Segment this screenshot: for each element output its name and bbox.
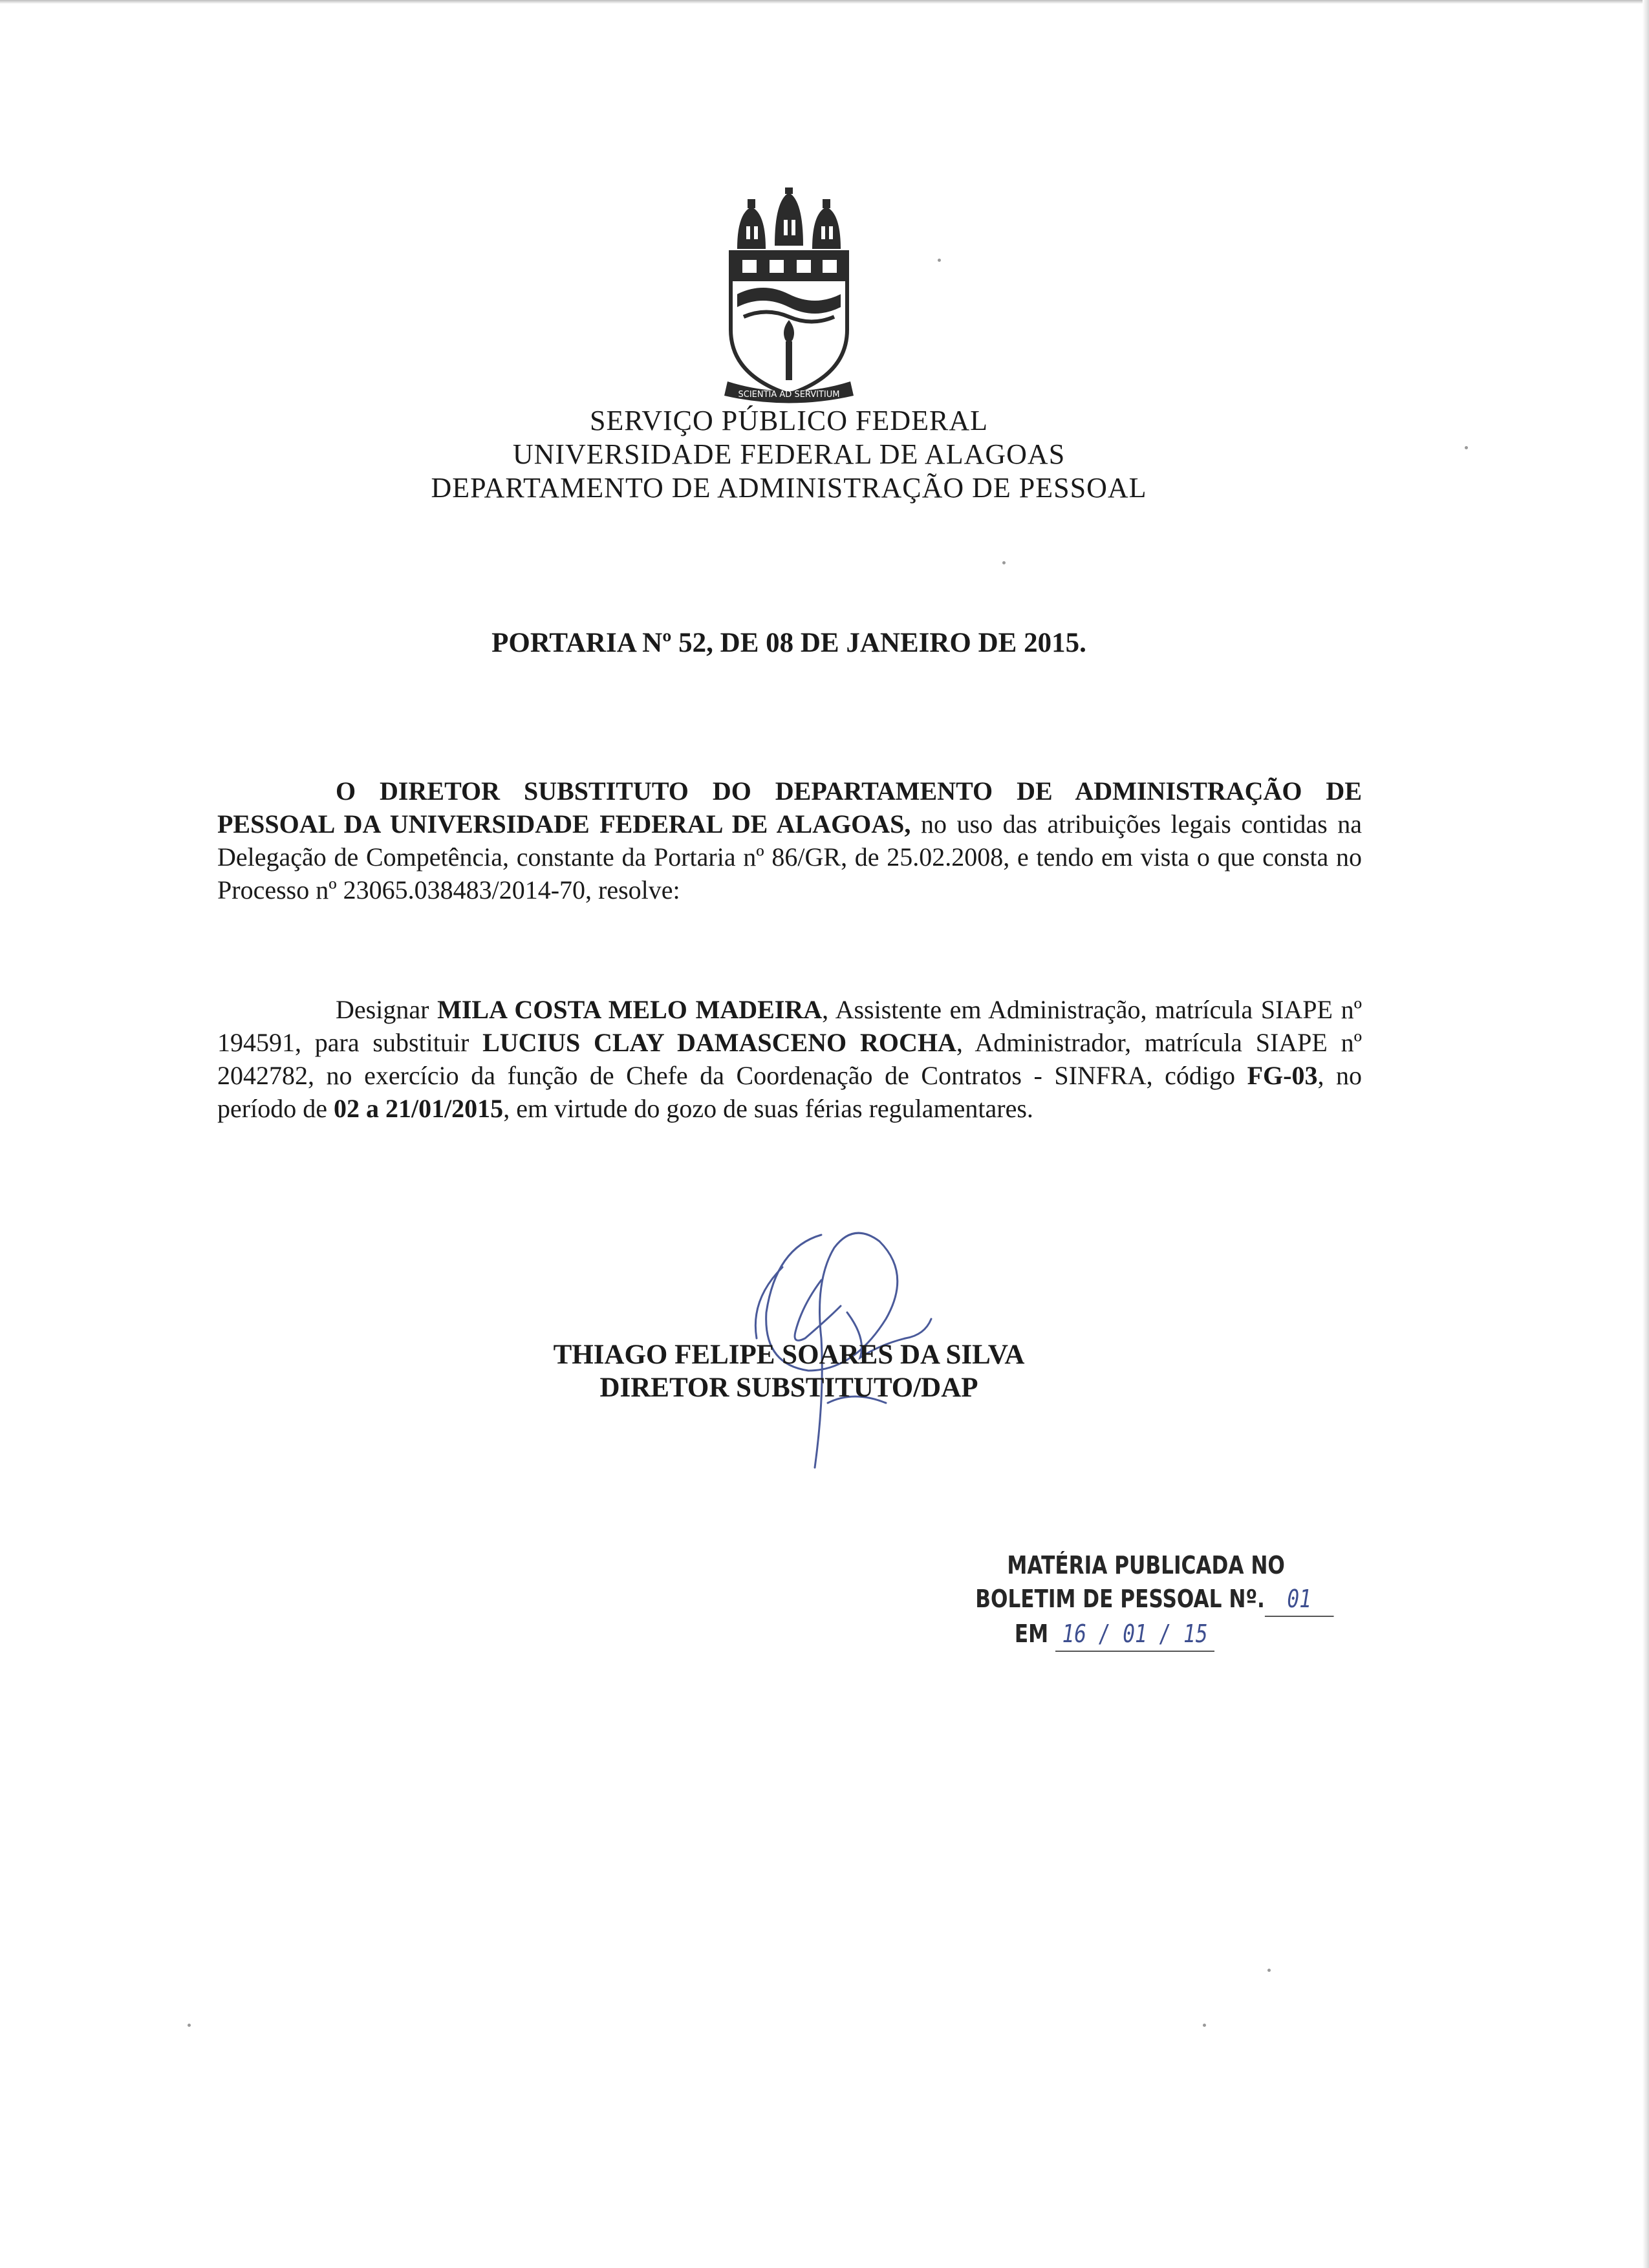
header-line-3: DEPARTAMENTO DE ADMINISTRAÇÃO DE PESSOAL (431, 472, 1147, 504)
designation-text-5: , em virtude do gozo de suas férias regulamentares. (503, 1094, 1033, 1123)
designation-text-2: , Assistente em Administração, matrícula SIAPE nº 194591, para substituir (217, 995, 1362, 1057)
stamp-date: 16 / 01 / 15 (1055, 1617, 1214, 1652)
scan-speck (1267, 1969, 1271, 1972)
portaria-title: PORTARIA Nº 52, DE 08 DE JANEIRO DE 2015. (491, 628, 1086, 658)
header-line-1: SERVIÇO PÚBLICO FEDERAL (590, 405, 988, 436)
substitution-period: 02 a 21/01/2015 (333, 1094, 504, 1123)
stamp-line-1: MATÉRIA PUBLICADA NO (1007, 1551, 1285, 1579)
scan-edge-right (1643, 0, 1649, 2268)
designation-text-1: Designar (336, 995, 438, 1024)
signatory-role: DIRETOR SUBSTITUTO/DAP (599, 1373, 978, 1403)
stamp-bulletin-label: BOLETIM DE PESSOAL Nº. (975, 1585, 1265, 1613)
scan-speck (938, 259, 941, 262)
ufal-crest-icon (724, 187, 854, 407)
stamp-date-label: EM (1014, 1620, 1049, 1648)
designee-name: MILA COSTA MELO MADEIRA (437, 995, 823, 1024)
scan-speck (188, 2024, 191, 2027)
header-line-2: UNIVERSIDADE FEDERAL DE ALAGOAS (512, 438, 1066, 470)
preamble-paragraph (217, 775, 1362, 906)
designation-text-3: , Administrador, matrícula SIAPE nº 2042782, no exercício da função de Chefe da Coordenação de Contratos - SINFRA, código (217, 1028, 1363, 1090)
signature-block (0, 1338, 1578, 1404)
stamp-line-2 (970, 1582, 1311, 1617)
scan-speck (1002, 561, 1006, 564)
designation-paragraph (217, 993, 1362, 1125)
publication-stamp (970, 1548, 1311, 1652)
scan-speck (1465, 446, 1468, 449)
institution-header (0, 404, 1578, 505)
stamp-bulletin-number: 01 (1265, 1582, 1334, 1617)
scan-edge-top (0, 0, 1649, 4)
scan-speck (1203, 2024, 1206, 2027)
preamble-bold-intro: O DIRETOR SUBSTITUTO DO DEPARTAMENTO DE ADMINISTRAÇÃO DE PESSOAL DA UNIVERSIDADE FEDERAL DE ALAGOAS, (217, 776, 1362, 839)
crest-motto: SCIENTIA AD SERVITIUM (738, 390, 840, 400)
stamp-line-3 (970, 1617, 1288, 1652)
preamble-text: no uso das atribuições legais contidas na Delegação de Competência, constante da Portaria nº 86/GR, de 25.02.2008, e tendo em vista o que consta no Processo nº 23065.038483/2014-70, resolve: (217, 809, 1363, 904)
signatory-name: THIAGO FELIPE SOARES DA SILVA (553, 1340, 1025, 1370)
function-code: FG-03 (1247, 1061, 1318, 1090)
substituted-name: LUCIUS CLAY DAMASCENO ROCHA (482, 1028, 956, 1057)
designation-text-4: , no período de (217, 1061, 1362, 1123)
